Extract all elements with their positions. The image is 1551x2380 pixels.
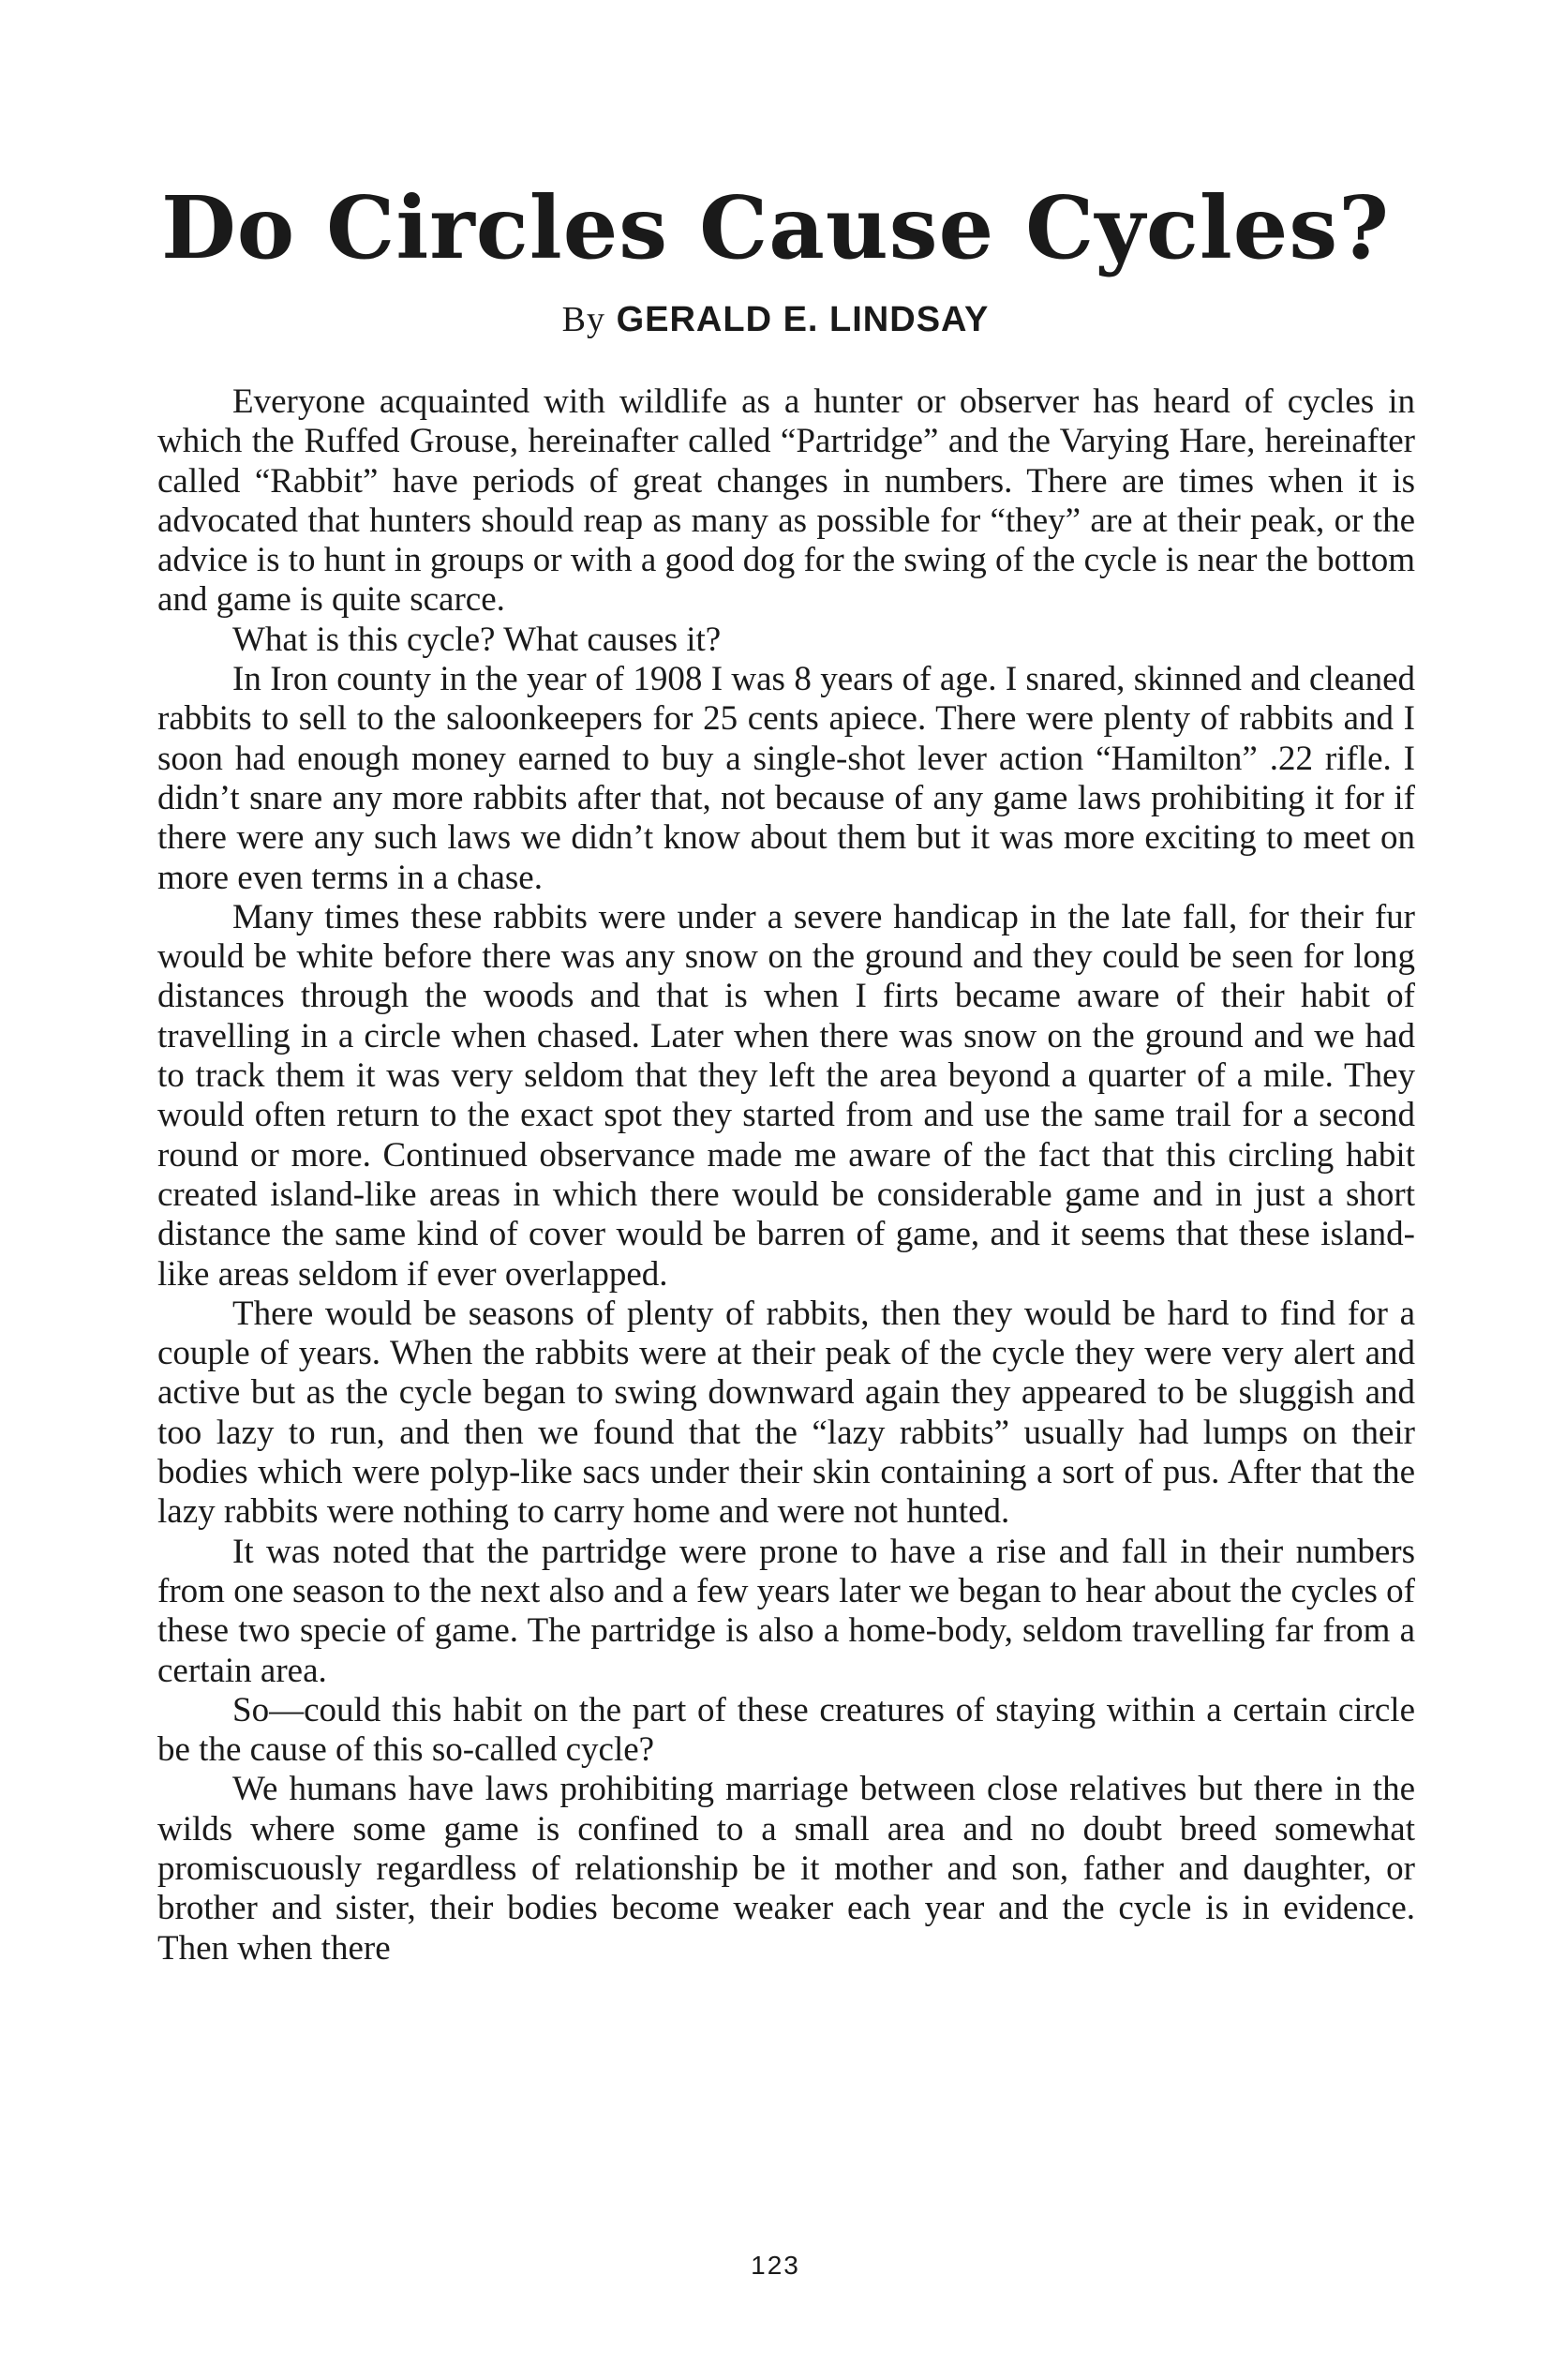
article-byline (0, 298, 1551, 341)
paragraph-8: We humans have laws prohibiting marriage between close relatives but there in the wilds where some game is confined to a small area and no doubt breed somewhat promiscuously regardless of relationship be it mother and son, father and daughter, or brother and sister, their bodies become weaker each year and the cycle is in evidence. Then when there (157, 1770, 1415, 1968)
paragraph-5: There would be seasons of plenty of rabbits, then they would be hard to find for a couple of years. When the rabbits were at their peak of the cycle they were very alert and active but as the cycle began to swing downward again they appeared to be sluggish and too lazy to run, and then we found that the “lazy rabbits” usually had lumps on their bodies which were polyp-like sacs under their skin containing a sort of pus. After that the lazy rabbits were nothing to carry home and were not hunted. (157, 1294, 1415, 1532)
page-number: 123 (751, 2251, 800, 2280)
article-body (157, 382, 1415, 1968)
byline-prefix: By (561, 300, 606, 339)
paragraph-1: Everyone acquainted with wildlife as a hunter or observer has heard of cycles in which the Ruffed Grouse, hereinafter called “Partridge” and the Varying Hare, hereinafter called “Rabbit” have periods of great changes in numbers. There are times when it is advocated that hunters should reap as many as possible for “they” are at their peak, or the advice is to hunt in groups or with a good dog for the swing of the cycle is near the bottom and game is quite scarce. (157, 382, 1416, 620)
paragraph-2: What is this cycle? What causes it? (232, 620, 722, 659)
article-title: Do Circles Cause Cycles? (160, 177, 1391, 278)
paragraph-6: It was noted that the partridge were prone to have a rise and fall in their numbers from one season to the next also and a few years later we began to hear about the cycles of these two specie of game. The partridge is also a home-body, seldom travelling far from a certain area. (157, 1532, 1415, 1690)
byline-author: GERALD E. LINDSAY (616, 300, 990, 339)
paragraph-4: Many times these rabbits were under a severe handicap in the late fall, for their fur would be white before there was any snow on the ground and they could be seen for long distances through the woods and that is when I firts became aware of their habit of travelling in a circle when chased. Later when there was snow on the ground and we had to track them it was very seldom that they left the area beyond a quarter of a mile. They would often return to the exact spot they started from and use the same trail for a second round or more. Continued observance made me aware of the fact that this circling habit created island-like areas in which there would be considerable game and in just a short distance the same kind of cover would be barren of game, and it seems that these island-like areas seldom if ever overlapped. (157, 897, 1415, 1294)
paragraph-7: So—could this habit on the part of these creatures of staying within a certain circle be the cause of this so-called cycle? (157, 1690, 1415, 1770)
paragraph-3: In Iron county in the year of 1908 I was 8 years of age. I snared, skinned and cleaned rabbits to sell to the saloonkeepers for 25 cents apiece. There were plenty of rabbits and I soon had enough money earned to buy a single-shot lever action “Hamilton” .22 rifle. I didn’t snare any more rabbits after that, not because of any game laws prohibiting it for if there were any such laws we didn’t know about them but it was more exciting to meet on more even terms in a chase. (157, 660, 1415, 897)
